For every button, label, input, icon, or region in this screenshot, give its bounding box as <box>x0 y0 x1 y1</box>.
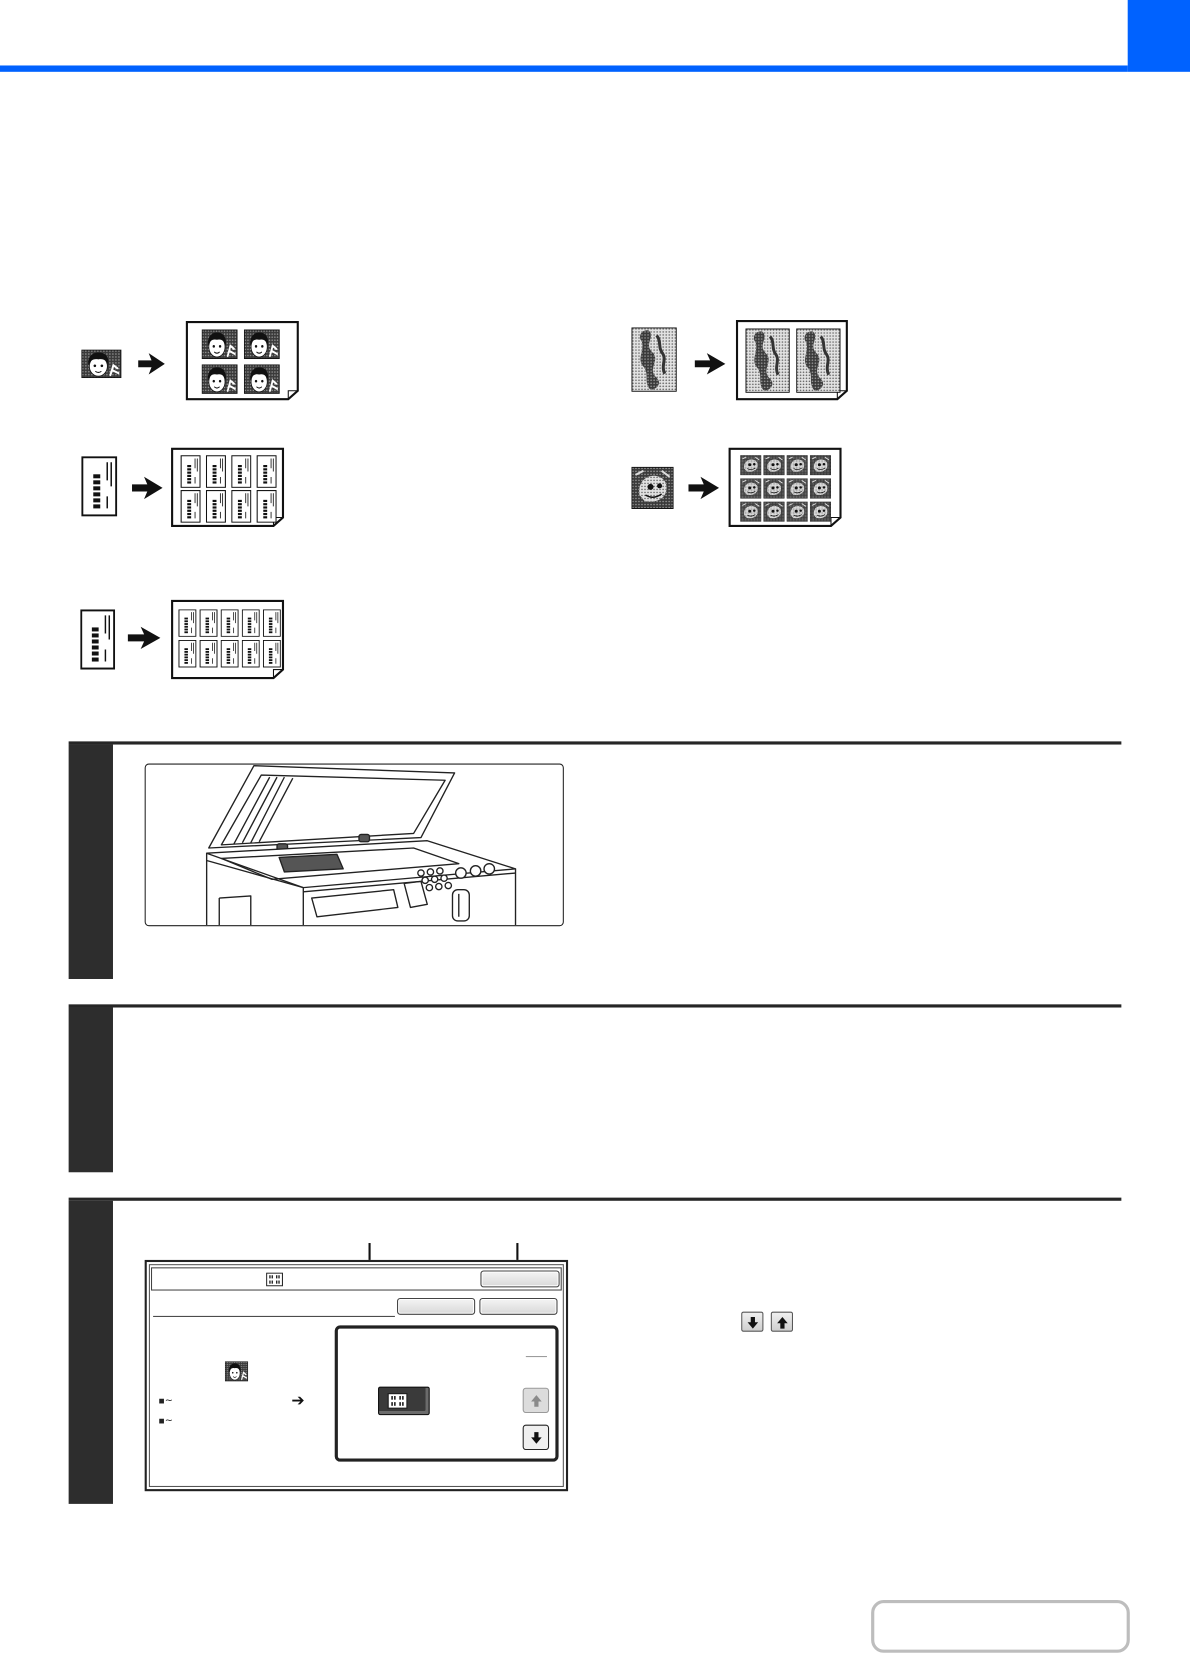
arrow-right-icon <box>687 475 720 500</box>
scroll-down-button[interactable] <box>523 1425 549 1450</box>
copier-illustration-frame <box>145 764 564 927</box>
thumbnail-cartoon-photo <box>764 479 785 499</box>
thumbnail-card <box>206 456 225 488</box>
size-range-item: ▪~ <box>158 1396 173 1407</box>
contents-button[interactable] <box>871 1600 1130 1653</box>
thumbnail-card <box>181 456 200 488</box>
thumbnail-card <box>221 640 238 667</box>
thumbnail-card <box>257 456 276 488</box>
thumbnail-cartoon-photo <box>810 502 831 522</box>
thumbnail-face-photo <box>202 330 237 359</box>
header-accent-tab <box>1128 0 1190 72</box>
scroll-up-button[interactable] <box>523 1388 549 1413</box>
thumbnail-cartoon-photo <box>764 502 785 522</box>
thumbnail-tall-photo <box>746 329 789 392</box>
inline-up-key <box>771 1312 793 1332</box>
thumbnail-card <box>200 640 217 667</box>
thumbnail-cartoon-photo <box>787 479 808 499</box>
thumbnail-face-photo <box>202 365 237 394</box>
layout-grid-icon <box>266 1273 283 1287</box>
thumbnail-cartoon-photo <box>787 502 808 522</box>
arrow-right-icon <box>131 475 164 500</box>
step-3-rule <box>69 1198 1122 1201</box>
thumbnail-cartoon-photo <box>787 455 808 475</box>
thumbnail-card <box>242 610 259 637</box>
page-sheet-icon <box>729 448 842 527</box>
arrow-down-icon <box>747 1315 760 1329</box>
thumbnail-card <box>200 610 217 637</box>
thumbnail-card <box>263 640 280 667</box>
thumbnail-cartoon-photo <box>740 502 761 522</box>
step-2-number-bar <box>69 1008 113 1173</box>
card-icon <box>80 609 115 669</box>
inline-down-key <box>741 1312 763 1332</box>
thumbnail-cartoon-photo <box>810 479 831 499</box>
arrow-right-icon <box>694 352 727 376</box>
page-sheet-icon <box>736 320 848 400</box>
thumbnail-cartoon-photo <box>764 455 785 475</box>
face-photo-icon <box>225 1361 248 1381</box>
copier-icon <box>146 765 563 926</box>
arrow-right-icon <box>137 352 166 376</box>
step-2-rule <box>69 1004 1122 1007</box>
thumbnail-face-photo <box>244 365 279 394</box>
thumbnail-card <box>206 491 225 523</box>
page-sheet-icon <box>171 600 284 679</box>
step-3-number-bar <box>69 1201 113 1504</box>
thumbnail-card <box>221 610 238 637</box>
thumbnail-cartoon-photo <box>740 479 761 499</box>
size-range-item: ▪~ <box>158 1416 173 1427</box>
layout-option-selected[interactable] <box>378 1387 430 1416</box>
page-sheet-icon <box>186 321 299 400</box>
ok-button[interactable] <box>480 1270 559 1287</box>
arrow-right-icon: ➔ <box>291 1390 305 1410</box>
card-icon <box>81 456 117 516</box>
thumbnail-cartoon-photo <box>740 455 761 475</box>
face-photo-icon <box>81 350 121 379</box>
thumbnail-card <box>232 491 251 523</box>
arrow-up-icon <box>776 1315 789 1329</box>
tall-photo-icon <box>631 327 676 391</box>
step-1-rule <box>69 741 1122 744</box>
cartoon-photo-icon <box>631 467 673 509</box>
panel-divider <box>526 1356 547 1357</box>
thumbnail-cartoon-photo <box>810 455 831 475</box>
thumbnail-card <box>179 640 196 667</box>
tab-underline <box>153 1316 395 1317</box>
cancel-button[interactable] <box>397 1298 475 1315</box>
arrow-up-icon <box>530 1394 543 1408</box>
ok-sub-button[interactable] <box>479 1298 557 1315</box>
header-accent-line <box>0 65 1128 71</box>
thumbnail-face-photo <box>244 330 279 359</box>
thumbnail-card <box>263 610 280 637</box>
thumbnail-tall-photo <box>797 329 840 392</box>
thumbnail-card <box>181 491 200 523</box>
thumbnail-card <box>179 610 196 637</box>
layout-grid-icon <box>388 1393 408 1409</box>
arrow-down-icon <box>530 1430 543 1444</box>
thumbnail-card <box>232 456 251 488</box>
page-sheet-icon <box>171 448 284 527</box>
thumbnail-card <box>257 491 276 523</box>
thumbnail-card <box>242 640 259 667</box>
step-1-number-bar <box>69 745 113 979</box>
arrow-right-icon <box>127 625 162 650</box>
